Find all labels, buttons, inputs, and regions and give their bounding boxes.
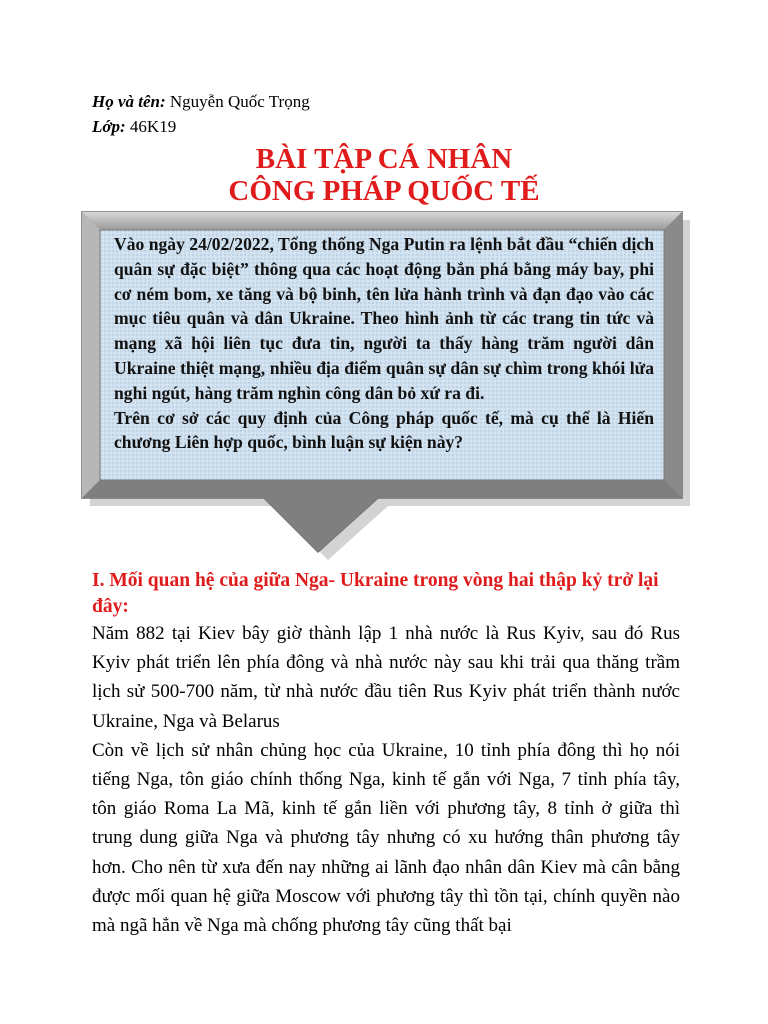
section-heading: I. Mối quan hệ của giữa Nga- Ukraine trong vòng hai thập kỷ trở lại đây:	[92, 570, 659, 617]
body-paragraph-1: Năm 882 tại Kiev bây giờ thành lập 1 nhà nước là Rus Kyiv, sau đó Rus Kyiv phát triển lên phía đông và nhà nước này sau khi trải qua thăng trầm lịch sử 500-700 năm, từ nhà nước đầu tiên Rus Kyiv phát triển thành nước Ukraine, Nga và Belarus	[92, 623, 680, 732]
document-title-line-2: CÔNG PHÁP QUỐC TẾ	[228, 175, 540, 207]
document-title-line-1: BÀI TẬP CÁ NHÂN	[255, 143, 513, 175]
section-body	[92, 619, 680, 940]
name-label: Họ và tên:	[92, 92, 166, 111]
class-line	[92, 116, 176, 138]
callout-text	[114, 232, 654, 455]
callout-paragraph-2: Trên cơ sở các quy định của Công pháp quốc tế, mà cụ thể là Hiến chương Liên hợp quốc, bình luận sự kiện này?	[114, 407, 654, 453]
class-label: Lớp:	[92, 117, 126, 136]
callout-paragraph-1: Vào ngày 24/02/2022, Tổng thống Nga Putin ra lệnh bắt đầu “chiến dịch quân sự đặc biệt” thông qua các hoạt động bắn phá bằng máy bay, phi cơ ném bom, xe tăng và bộ binh, tên lửa hành trình và đạn đạo vào các mục tiêu quân và dân Ukraine. Theo hình ảnh từ các trang tin tức và mạng xã hội liên tục đưa tin, người ta thấy hàng trăm người dân Ukraine thiệt mạng, nhiều địa điểm quân sự dân sự chìm trong khói lửa nghi ngút, hàng trăm nghìn công dân bỏ xứ ra đi.	[114, 234, 654, 403]
class-value: 46K19	[129, 117, 177, 136]
body-paragraph-2: Còn về lịch sử nhân chủng học của Ukraine, 10 tỉnh phía đông thì họ nói tiếng Nga, tôn giáo chính thống Nga, kinh tế gắn với Nga, 7 tỉnh phía tây, tôn giáo Roma La Mã, kinh tế gắn liền với phương tây, 8 tỉnh ở giữa thì trung dung giữa Nga và phương tây nhưng có xu hướng thân phương tây hơn. Cho nên từ xưa đến nay những ai lãnh đạo nhân dân Kiev mà cân bằng được mối quan hệ giữa Moscow với phương tây thì tồn tại, chính quyền nào mà ngã hẳn về Nga mà chống phương tây cũng thất bại	[92, 739, 680, 937]
name-value: Nguyễn Quốc Trọng	[169, 92, 310, 111]
student-name-line	[92, 91, 310, 113]
